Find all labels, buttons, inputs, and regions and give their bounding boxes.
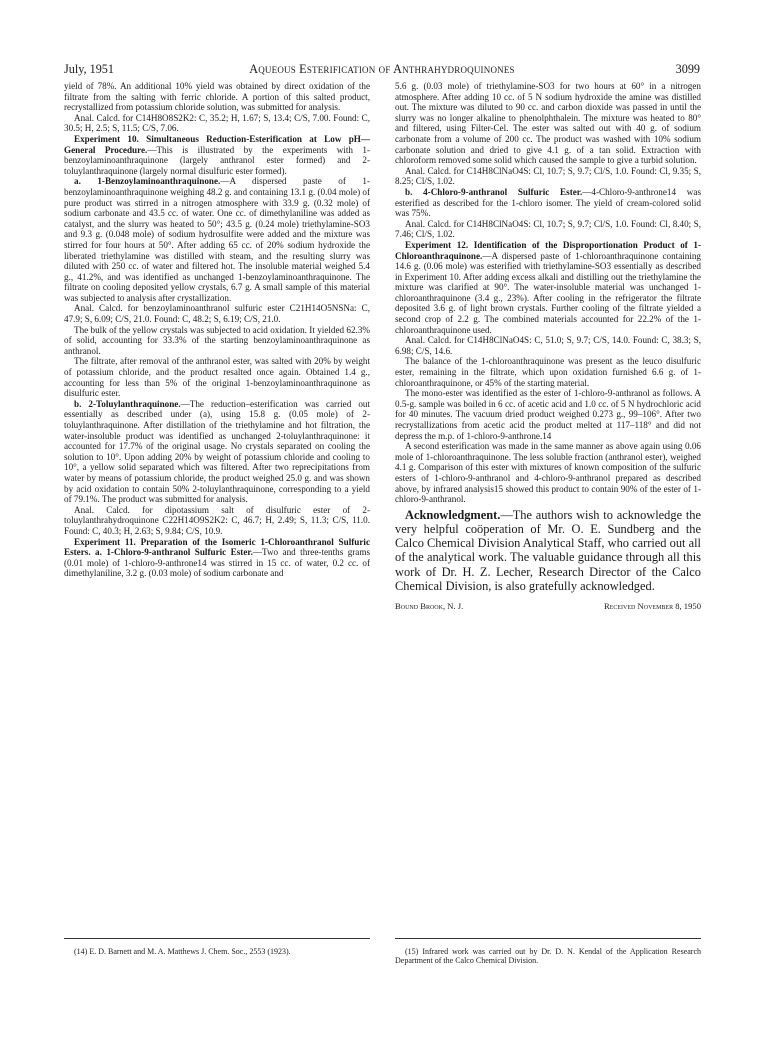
- location: Bound Brook, N. J.: [395, 600, 464, 611]
- section-b: [64, 399, 370, 505]
- analysis-line: Anal. Calcd. for dipotassium salt of disulfuric ester of 2-toluylanthrahydroquinone C22H14O9S2K2: C, 46.7; H, 2.49; S, 11.3; C/S, 11.0. Found: C, 40.3; H, 2.63; S, 9.84; C/S, 10.9.: [64, 504, 370, 536]
- experiment-heading: Experiment 11. Preparation of the Isomeric 1-Chloroanthranol Sulfuric Esters. a. 1-Chloro-9-anthranol Sulfuric Ester.: [64, 536, 370, 558]
- paragraph: A second esterification was made in the same manner as above again using 0.06 mole of 1-chloroanthraquinone. The less soluble fraction (anthranol ester), weighed 4.1 g. Comparison of this ester with mixtures of known composition of the sulfuric esters of 1-chloro-9-anthranol and 4-chloro-9-anthranol prepared as described above, by infrared analysis15 showed this product to contain 90% of the ester of 1-chloro-9-anthranol.: [395, 441, 701, 505]
- experiment-text: —This is illustrated by the experiments with 1-benzoylaminoanthraquinone (largely anthranol ester formed) and 2-toluylanthraquinone (largely normal disulfuric ester formed).: [64, 144, 370, 176]
- paragraph: The filtrate, after removal of the anthranol ester, was salted with 20% by weight of potassium chloride, and the product resalted once again. Obtained 1.4 g., accounting for less than 5% of the original 1-benzoylaminoanthraquinone as disulfuric ester.: [64, 356, 370, 399]
- experiment-12: [395, 240, 701, 335]
- section-heading: b. 4-Chloro-9-anthranol Sulfuric Ester.: [405, 186, 583, 197]
- paragraph: 5.6 g. (0.03 mole) of triethylamine-SO3 for two hours at 60° in a nitrogen atmosphere. After adding 10 cc. of 5 N sodium hydroxide the amine was distilled out. The mixture was diluted to 90 cc. and carbon dioxide was passed in until the slurry was no longer alkaline to phenolphthalein. The mixture was heated to 80° and filtered, using Filter-Cel. The ester was salted out with 40 g. of sodium carbonate from a volume of 200 cc. The product was washed with 10% sodium carbonate solution and dried to give 4.1 g. of a tan solid. Extraction with chloroform removed some solid which caused the sample to give a turbid solution.: [395, 81, 701, 166]
- acknowledgment: [395, 508, 701, 593]
- paragraph: The bulk of the yellow crystals was subjected to acid oxidation. It yielded 62.3% of solid, accounting for 33.3% of the starting benzoylaminoanthraquinone as anthranol.: [64, 324, 370, 356]
- experiment-text: —A dispersed paste of 1-chloroanthraquinone containing 14.6 g. (0.06 mole) was esterified with triethylamine-SO3 essentially as described in Experiment 10. After adding excess alkali and distilling out the triethylamine the mixture was clarified at 90°. The water-insoluble material was unchanged 1-chloroanthraquinone (3.4 g., 23%). After cooling in the refrigerator the filtrate deposited 3.6 g. of light brown crystals. Further cooling of the filtrate yielded a second crop of 2.2 g. The combined materials accounted for 22.2% of the 1-chloroanthraquinone used.: [395, 250, 701, 335]
- section-text: —4-Chloro-9-anthrone14 was esterified as described for the 1-chloro isomer. The yield of cream-colored solid was 75%.: [395, 186, 701, 219]
- experiment-heading: Experiment 10. Simultaneous Reduction-Esterification at Low pH—General Procedure.: [64, 133, 370, 155]
- left-column: [64, 81, 370, 579]
- header-title: Aqueous Esterification of Anthrahydroquinones: [249, 62, 515, 76]
- experiment-text: —Two and three-tenths grams (0.01 mole) of 1-chloro-9-anthrone14 was stirred in 15 cc. of water, 0.2 cc. of dimethylaniline, 3.2 g. (0.03 mole) of sodium carbonate and: [64, 547, 370, 579]
- section-b: [395, 187, 701, 219]
- section-heading: a. 1-Benzoylaminoanthraquinone.: [74, 176, 221, 187]
- right-column: [395, 81, 701, 615]
- section-a: [64, 176, 370, 303]
- acknowledgment-heading: Acknowledgment.: [405, 507, 501, 522]
- section-heading: b. 2-Toluylanthraquinone.: [74, 398, 181, 409]
- experiment-10: [64, 134, 370, 176]
- analysis-line: Anal. Calcd. for C14H8ClNaO4S: Cl, 10.7; S, 9.7; Cl/S, 1.0. Found: Cl, 9.35; S, 8.25; Cl/S, 1.02.: [395, 165, 701, 187]
- footnote-divider: [64, 938, 370, 939]
- section-text: —The reduction–esterification was carried out essentially as described under (a), using 15.8 g. (0.05 mole) of 2-toluylanthraquinone. After distillation of the triethylamine and hot filtration, the water-insoluble product was identified as unchanged 2-toluylanthraquinone: it accounted for 17.7% of the original usage. No crystals separated on cooling the solution to 10°. Upon adding 20% by weight of potassium chloride and cooling to 10°, a yellow solid separated which was filtered. After two reprecipitations from water by means of potassium chloride, the product weighed 25.0 g. and was shown by acid oxidation to contain 50% 2-toluylanthraquinone, corresponding to a yield of 79.1%. The product was submitted for analysis.: [64, 398, 370, 505]
- experiment-11: [64, 537, 370, 579]
- paragraph: yield of 78%. An additional 10% yield was obtained by direct oxidation of the filtrate from the salting with ferric chloride. A portion of this salted product, recrystallized from potassium chloride solution, was submitted for analysis.: [64, 81, 370, 113]
- section-text: —A dispersed paste of 1-benzoylaminoanthraquinone weighing 48.2 g. and containing 13.1 g. (0.04 mole) of pure product was stirred in a nitrogen atmosphere with 33.9 g. (0.32 mole) of sodium carbonate and 43.5 cc. of water. One cc. of dimethylaniline was added as catalyst, and the slurry was heated to 50°; 43.5 g. (0.24 mole) triethylamine-SO3 and 9.3 g. (0.048 mole) of sodium hydrosulfite were added and the mixture was stirred for four hours at 50°. After adding 65 cc. of 20% sodium hydroxide the liberated triethylamine was distilled with steam, and the resulting slurry was diluted with 250 cc. of water and filtered hot. The insoluble material weighed 5.4 g., 41.2%, and was identified as unchanged 1-benzoylaminoanthraquinone. The filtrate on cooling deposited yellow crystals, 6.7 g. A small sample of this material was subjected to analysis after crystallization.: [64, 176, 370, 303]
- received-date: Received November 8, 1950: [603, 600, 701, 611]
- experiment-heading: Experiment 12. Identification of the Disproportionation Product of 1-Chloroanthraquinone.: [395, 239, 701, 261]
- analysis-line: Anal. Calcd. for benzoylaminoanthranol sulfuric ester C21H14O5NSNa: C, 47.9; S, 6.09; C/S, 21.0. Found: C, 48.2; S, 6.19; C/S, 21.0.: [64, 303, 370, 325]
- acknowledgment-text: —The authors wish to acknowledge the very helpful coöperation of Mr. O. E. Sundberg and the Calco Chemical Division Analytical Staff, who carried out all of the analytical work. The valuable guidance through all this work of Dr. H. Z. Lecher, Research Director of the Calco Chemical Division, is also gratefully acknowledged.: [395, 507, 701, 593]
- running-header: [64, 62, 700, 78]
- header-date: July, 1951: [64, 62, 114, 76]
- footnote-15: (15) Infrared work was carried out by Dr. D. N. Kendal of the Application Research Department of the Calco Chemical Division.: [395, 947, 701, 966]
- paragraph: The balance of the 1-chloroanthraquinone was present as the leuco disulfuric ester, remaining in the filtrate, which upon oxidation furnished 6.6 g. of 1-chloroanthraquinone, or 45% of the starting material.: [395, 356, 701, 388]
- analysis-line: Anal. Calcd. for C14H8ClNaO4S: Cl, 10.7; S, 9.7; Cl/S, 1.0. Found: Cl, 8.40; S, 7.46; Cl/S, 1.02.: [395, 218, 701, 240]
- footnotes-left: [64, 938, 370, 964]
- footnotes-right: [395, 938, 701, 974]
- signature-line: [395, 601, 701, 615]
- footnote-14: (14) E. D. Barnett and M. A. Matthews J. Chem. Soc., 2553 (1923).: [74, 947, 291, 956]
- analysis-line: Anal. Calcd. for C14H8ClNaO4S: C, 51.0; S, 9.7; C/S, 14.0. Found: C, 38.3; S, 6.98; C/S, 14.6.: [395, 335, 701, 356]
- paragraph: The mono-ester was identified as the ester of 1-chloro-9-anthranol as follows. A 0.5-g. sample was boiled in 6 cc. of acetic acid and 1.0 cc. of 5 N hydrochloric acid for 40 minutes. The vacuum dried product weighed 0.273 g., 99–106°. After two recrystallizations from acetic acid the product melted at 117–118° and did not depress the m.p. of 1-chloro-9-anthrone.14: [395, 388, 701, 441]
- footnote-divider: [395, 938, 701, 939]
- analysis-line: Anal. Calcd. for C14H8O8S2K2: C, 35.2; H, 1.67; S, 13.4; C/S, 7.00. Found: C, 30.5; H, 2.5; S, 11.5; C/S, 7.06.: [64, 112, 370, 134]
- header-page-number: 3099: [675, 62, 700, 76]
